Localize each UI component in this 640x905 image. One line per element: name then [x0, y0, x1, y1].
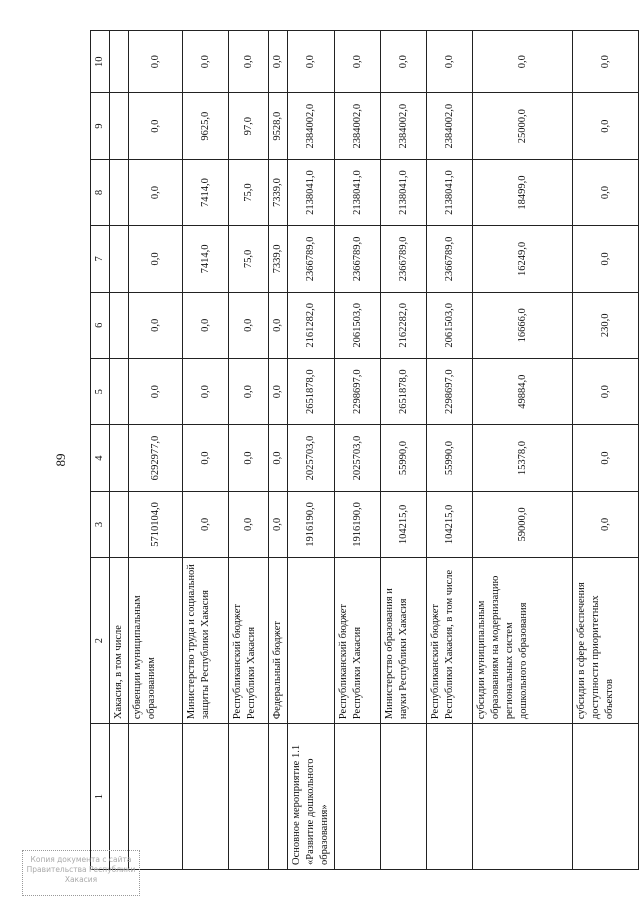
column-header: 4 — [91, 425, 110, 491]
value-cell: 0,0 — [269, 491, 288, 557]
row-measure-cell — [183, 724, 229, 870]
row-measure-cell — [473, 724, 573, 870]
value-cell: 18499,0 — [473, 159, 573, 225]
table-row — [288, 31, 335, 870]
row-measure-cell — [335, 724, 381, 870]
value-cell: 16249,0 — [473, 226, 573, 292]
value-cell: 104215,0 — [427, 491, 473, 557]
value-cell: 0,0 — [335, 31, 381, 93]
column-header: 3 — [91, 491, 110, 557]
value-cell: 104215,0 — [381, 491, 427, 557]
row-measure-cell — [427, 724, 473, 870]
value-cell: 2025703,0 — [288, 425, 335, 491]
value-cell: 0,0 — [573, 31, 639, 93]
value-cell: 0,0 — [269, 292, 288, 358]
value-cell: 2161282,0 — [288, 292, 335, 358]
value-cell: 0,0 — [573, 226, 639, 292]
header-row — [91, 31, 110, 870]
value-cell: 2061503,0 — [335, 292, 381, 358]
value-cell — [110, 159, 129, 225]
row-source-cell: Федеральный бюджет — [269, 558, 288, 724]
row-measure-cell — [269, 724, 288, 870]
value-cell — [110, 425, 129, 491]
value-cell: 55990,0 — [381, 425, 427, 491]
value-cell: 6292977,0 — [129, 425, 183, 491]
value-cell: 75,0 — [229, 226, 269, 292]
value-cell: 2061503,0 — [427, 292, 473, 358]
value-cell: 0,0 — [573, 425, 639, 491]
column-header: 1 — [91, 724, 110, 870]
value-cell: 0,0 — [269, 358, 288, 424]
value-cell: 0,0 — [183, 425, 229, 491]
value-cell: 75,0 — [229, 159, 269, 225]
value-cell: 0,0 — [573, 159, 639, 225]
table-body — [91, 31, 639, 870]
value-cell: 7414,0 — [183, 159, 229, 225]
value-cell: 0,0 — [129, 226, 183, 292]
value-cell: 0,0 — [183, 292, 229, 358]
column-header: 5 — [91, 358, 110, 424]
value-cell: 2384002,0 — [288, 93, 335, 159]
value-cell: 2138041,0 — [335, 159, 381, 225]
row-measure-cell — [110, 724, 129, 870]
value-cell — [110, 358, 129, 424]
value-cell: 25000,0 — [473, 93, 573, 159]
value-cell: 1916190,0 — [288, 491, 335, 557]
value-cell: 2651878,0 — [288, 358, 335, 424]
value-cell: 0,0 — [183, 31, 229, 93]
row-measure-cell: Основное мероприятие 1.1 «Развитие дошкольного образования» — [288, 724, 335, 870]
table-row — [183, 31, 229, 870]
row-source-cell: субсидии в сфере обеспечения доступности приоритетных объектов — [573, 558, 639, 724]
table-row — [229, 31, 269, 870]
row-source-cell: Республиканский бюджет Республики Хакасия — [229, 558, 269, 724]
table-row — [110, 31, 129, 870]
value-cell: 55990,0 — [427, 425, 473, 491]
row-measure-cell — [129, 724, 183, 870]
value-cell: 2366789,0 — [381, 226, 427, 292]
table-row — [129, 31, 183, 870]
value-cell: 2651878,0 — [381, 358, 427, 424]
value-cell: 0,0 — [573, 491, 639, 557]
value-cell: 0,0 — [573, 93, 639, 159]
column-header: 6 — [91, 292, 110, 358]
row-source-cell: Министерство труда и социальной защиты Республики Хакасия — [183, 558, 229, 724]
value-cell: 0,0 — [573, 358, 639, 424]
table-row — [573, 31, 639, 870]
value-cell: 0,0 — [129, 358, 183, 424]
value-cell: 2138041,0 — [288, 159, 335, 225]
row-source-cell: субвенции муниципальным образованиям — [129, 558, 183, 724]
value-cell — [110, 491, 129, 557]
value-cell: 2298697,0 — [335, 358, 381, 424]
value-cell: 2138041,0 — [381, 159, 427, 225]
copy-stamp: Копия документа с сайта Правительства Республики Хакасия — [22, 850, 140, 896]
value-cell: 0,0 — [129, 292, 183, 358]
value-cell: 0,0 — [229, 358, 269, 424]
row-measure-cell — [229, 724, 269, 870]
value-cell: 1916190,0 — [335, 491, 381, 557]
value-cell: 0,0 — [269, 425, 288, 491]
value-cell: 0,0 — [229, 491, 269, 557]
page-number: 89 — [53, 453, 68, 467]
column-header: 2 — [91, 558, 110, 724]
value-cell: 0,0 — [129, 159, 183, 225]
value-cell: 0,0 — [229, 425, 269, 491]
value-cell: 7414,0 — [183, 226, 229, 292]
row-source-cell: Республиканский бюджет Республики Хакасия — [335, 558, 381, 724]
value-cell: 9528,0 — [269, 93, 288, 159]
value-cell: 2162282,0 — [381, 292, 427, 358]
column-header: 8 — [91, 159, 110, 225]
value-cell — [110, 292, 129, 358]
value-cell: 16666,0 — [473, 292, 573, 358]
row-source-cell: Республиканский бюджет Республики Хакасия, в том числе — [427, 558, 473, 724]
row-source-cell: субсидии муниципальным образованиям на модернизацию региональных систем дошкольного образования — [473, 558, 573, 724]
column-header: 9 — [91, 93, 110, 159]
value-cell: 2366789,0 — [288, 226, 335, 292]
value-cell — [110, 31, 129, 93]
table-row — [335, 31, 381, 870]
budget-table — [90, 30, 639, 870]
value-cell: 2384002,0 — [427, 93, 473, 159]
value-cell: 2298697,0 — [427, 358, 473, 424]
value-cell — [110, 226, 129, 292]
table-row — [427, 31, 473, 870]
value-cell: 0,0 — [269, 31, 288, 93]
value-cell: 0,0 — [183, 491, 229, 557]
value-cell: 2138041,0 — [427, 159, 473, 225]
document-table-rotated — [90, 30, 615, 870]
value-cell: 0,0 — [129, 31, 183, 93]
row-source-cell — [288, 558, 335, 724]
value-cell: 2366789,0 — [335, 226, 381, 292]
column-header: 10 — [91, 31, 110, 93]
value-cell: 15378,0 — [473, 425, 573, 491]
table-row — [381, 31, 427, 870]
value-cell: 49884,0 — [473, 358, 573, 424]
value-cell: 0,0 — [473, 31, 573, 93]
value-cell: 0,0 — [229, 31, 269, 93]
value-cell: 59000,0 — [473, 491, 573, 557]
row-measure-cell — [381, 724, 427, 870]
value-cell: 0,0 — [229, 292, 269, 358]
value-cell: 97,0 — [229, 93, 269, 159]
value-cell: 0,0 — [183, 358, 229, 424]
column-header: 7 — [91, 226, 110, 292]
value-cell: 0,0 — [129, 93, 183, 159]
value-cell: 0,0 — [381, 31, 427, 93]
value-cell: 230,0 — [573, 292, 639, 358]
table-row — [473, 31, 573, 870]
value-cell — [110, 93, 129, 159]
value-cell: 0,0 — [288, 31, 335, 93]
table-row — [269, 31, 288, 870]
value-cell: 9625,0 — [183, 93, 229, 159]
value-cell: 5710104,0 — [129, 491, 183, 557]
row-measure-cell — [573, 724, 639, 870]
value-cell: 2384002,0 — [381, 93, 427, 159]
value-cell: 7339,0 — [269, 226, 288, 292]
value-cell: 2366789,0 — [427, 226, 473, 292]
value-cell: 2025703,0 — [335, 425, 381, 491]
value-cell: 0,0 — [427, 31, 473, 93]
row-source-cell: Министерство образования и науки Республики Хакасия — [381, 558, 427, 724]
row-source-cell: Хакасия, в том числе — [110, 558, 129, 724]
value-cell: 7339,0 — [269, 159, 288, 225]
value-cell: 2384002,0 — [335, 93, 381, 159]
